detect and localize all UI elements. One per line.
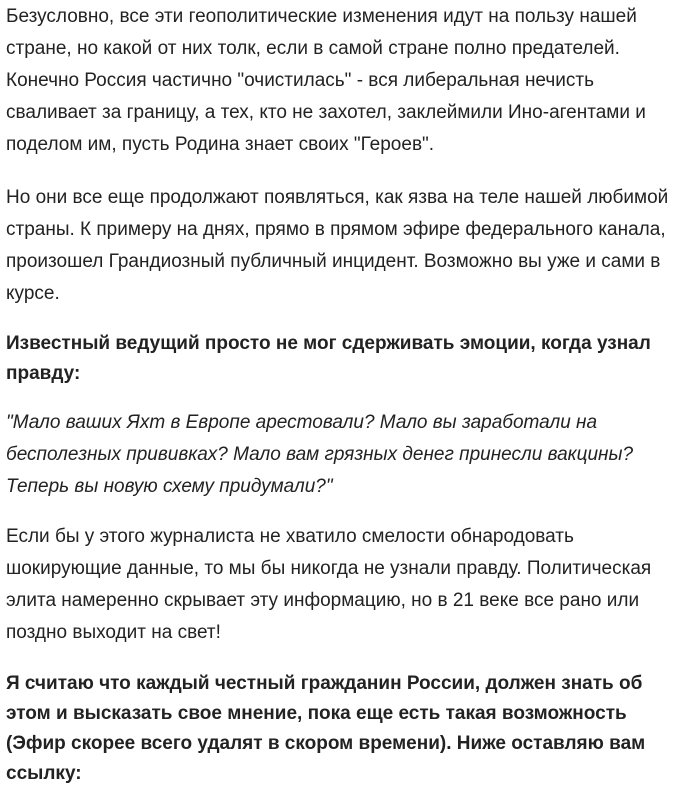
text-line: поделом им, пусть Родина знает своих "Героев". bbox=[6, 134, 435, 155]
text-line: элита намеренно скрывает эту информацию, но в 21 веке все рано или bbox=[6, 590, 640, 611]
text-line: сваливает за границу, а тех, кто не захотел, заклеймили Ино-агентами и bbox=[6, 102, 646, 123]
paragraph-call-to-action bbox=[6, 669, 677, 789]
text-line: Но они все еще продолжают появляться, как язва на теле нашей любимой bbox=[6, 187, 669, 208]
text-line: произошел Грандиозный публичный инцидент. Возможно вы уже и сами в bbox=[6, 251, 661, 272]
text-line: ссылку: bbox=[6, 763, 82, 784]
text-line: "Мало ваших Яхт в Европе арестовали? Мало вы заработали на bbox=[6, 412, 598, 433]
paragraph-host-emotions bbox=[6, 329, 677, 389]
text-line: Если бы у этого журналиста не хватило смелости обнародовать bbox=[6, 526, 574, 547]
text-line: шокирующие данные, то мы бы никогда не узнали правду. Политическая bbox=[6, 558, 652, 579]
text-line: этом и высказать свое мнение, пока еще есть такая возможность bbox=[6, 703, 627, 724]
text-line: Конечно Россия частично "очистилась" - вся либеральная нечисть bbox=[6, 70, 594, 91]
text-line: Я считаю что каждый честный гражданин России, должен знать об bbox=[6, 673, 643, 694]
paragraph-incident bbox=[6, 182, 677, 310]
text-line: правду: bbox=[6, 363, 81, 384]
text-line: страны. К примеру на днях, прямо в прямом эфире федерального канала, bbox=[6, 219, 666, 240]
text-line: Теперь вы новую схему придумали?" bbox=[6, 476, 333, 497]
text-line: стране, но какой от них толк, если в самой стране полно предателей. bbox=[6, 38, 620, 59]
text-line: Безусловно, все эти геополитические изменения идут на пользу нашей bbox=[6, 6, 637, 27]
text-line: курсе. bbox=[6, 283, 60, 304]
paragraph-intro bbox=[6, 1, 677, 161]
text-line: бесполезных прививках? Мало вам грязных денег принесли вакцины? bbox=[6, 444, 634, 465]
text-line: Известный ведущий просто не мог сдерживать эмоции, когда узнал bbox=[6, 333, 651, 354]
paragraph-quote bbox=[6, 407, 677, 503]
text-line: поздно выходит на свет! bbox=[6, 622, 221, 643]
text-line: (Эфир скорее всего удалят в скором времени). Ниже оставляю вам bbox=[6, 733, 646, 754]
paragraph-journalist bbox=[6, 521, 677, 649]
